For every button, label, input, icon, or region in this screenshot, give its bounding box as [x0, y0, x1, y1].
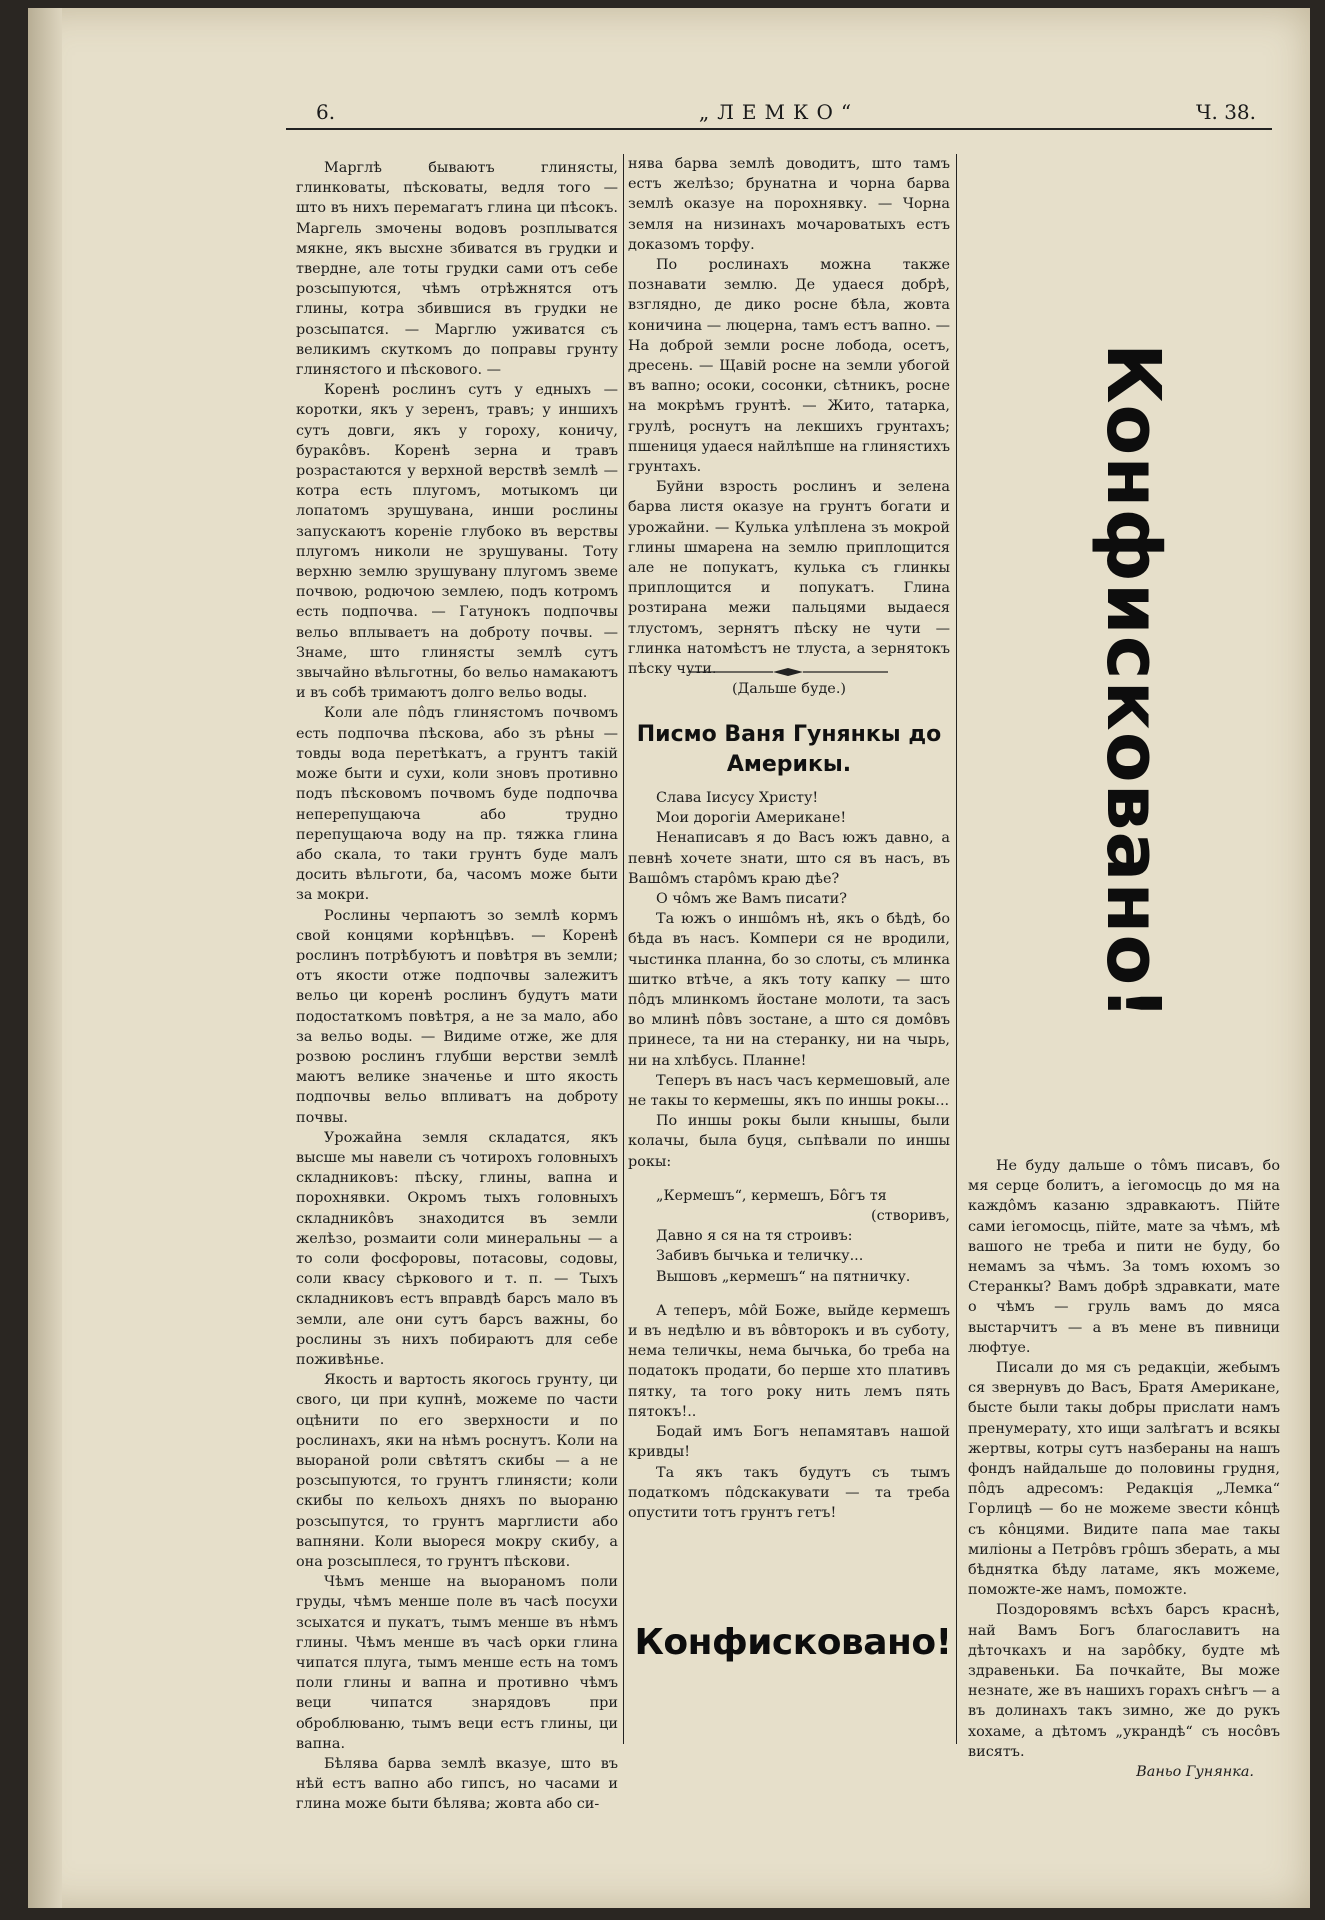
greeting-line: Мои дорогiи Американе! — [656, 810, 847, 827]
paragraph: Коли але пôдъ глинястомъ почвомъ есть подпочва пѣскова, або зъ рѣны — товды вода перетѣкатъ, а грунтъ такій може быти и сухи, коли зновъ противно подъ пѣсковомъ почвомъ буде подпочва неперепущаюча або трудно перепущаюча воду на пр. тяжка глина або скала, то таки грунтъ буде малъ досить вѣльготи, ба, часомъ може быти за мокри. — [296, 705, 618, 904]
poem-line: Забивъ бычька и теличку... — [656, 1248, 864, 1265]
paragraph: нява барва землѣ доводитъ, што тамъ естъ желѣзо; брунатна и чорна барва землѣ оказуе на порохнявку. — Чорна земля на низинахъ мочароватыхъ естъ доказомъ торфу. — [628, 156, 950, 253]
paragraph: А теперъ, мôй Боже, выйде кермешъ и въ недѣлю и въ вôвторокъ и въ суботу, нема теличкы, нема бычька, бо треба на податокъ продати, бо перше хто плативъ пятку, та того року нить лемъ пять пятокъ!.. — [628, 1302, 950, 1420]
paragraph: Поздоровямъ вcѣхъ барсъ краснѣ, най Вамъ Богъ благославитъ на дѣточкахъ и на зарôбку, будте мѣ здравеньки. Ба почкайте, Вы може незнате, же въ нашихъ горахъ снѣгъ — а въ долинахъ такъ зимно, же до рукъ хохаме, а дѣтомъ „украндѣ“ съ носôвъ висятъ. — [968, 1602, 1280, 1760]
column-two — [628, 154, 950, 699]
confiscated-stamp: Конфисковано! — [634, 1622, 952, 1663]
newspaper-title: „ЛЕМКО“ — [698, 100, 860, 124]
column-divider — [956, 154, 957, 1744]
ornament-divider — [688, 668, 888, 676]
confiscated-vertical-stamp: Конфисковано! — [1090, 343, 1176, 1022]
page-number: 6. — [316, 100, 336, 124]
paragraph: Теперъ въ насъ часъ кермешовый, але не такы то кермешы, якъ по иншы рокы... — [628, 1072, 950, 1110]
paragraph: Урожайна земля складатся, якъ высше мы навели съ чотирохъ головныхъ складниковъ: пѣску, глины, вапна и порохнявки. Окромъ тыхъ головныхъ складникôвъ знаходится въ земли желѣзо, розмаити соли минеральны — а то соли фосфоровы, потасовы, содовы, соли квасу сѣркового и т. п. — Тыхъ складниковъ естъ вправдѣ барсъ мало въ земли, але они сутъ барсъ важны, бо рослины зъ нихъ побираютъ для себе поживѣнье. — [296, 1129, 618, 1368]
paragraph: Та якъ такъ будутъ съ тымъ податкомъ пôдскакувати — та треба опустити тотъ грунтъ гетъ! — [628, 1464, 950, 1521]
paragraph: Не буду дальше о тôмъ писавъ, бо мя серце болитъ, а iегомосць до мя на каждôмъ казаню здравкаютъ. Пiйте сами iегомосць, пiйте, мате за чѣмъ, мѣ вашого не треба и пити не буду, бо немамъ за чѣмъ. За томъ юхомъ зо Стеранкы? Вамъ добрѣ здравкати, мате о чѣмъ — груль вамъ до мяса выстарчитъ — а въ мене въ пивници люфтуе. — [968, 1158, 1280, 1356]
paragraph: Коренѣ рослинъ сутъ у едныхъ — коротки, якъ у зеренъ, травъ; у иншихъ сутъ довги, якъ у гороху, коничу, буракôвъ. Коренѣ зерна и травъ розрастаются у верхной верствѣ землѣ — котра есть плугомъ, мотыкомъ ци лопатомъ зрушувана, инши рослины запускаютъ коренiе глубоко въ верствы плугомъ николи не зрушуваны. Тоту верхню землю зрушувану плугомъ звеме почвою, родючою землею, подъ котромъ есть подпочва. — Гатунокъ подпочвы вельо вплываетъ на доброту почвы. — Знаме, што глинясты землѣ сутъ звычайно вѣльготны, бо вельо намакаютъ и въ собѣ тримаютъ долго вельо воды. — [296, 382, 618, 702]
signature: Ваньо Гунянка. — [1136, 1764, 1254, 1781]
column-divider — [623, 154, 624, 1744]
continued-note: (Дальше буде.) — [731, 681, 847, 698]
paragraph: Марглѣ бываютъ глинясты, глинковаты, пѣсковаты, ведля того — што въ нихъ перемагатъ глина ци пѣсокъ. Маргель змочены водовъ розплыватся мякне, якъ высхне збиватся въ грудки и твердне, але тоты грудки сами отъ себе розсыпуются, чѣмъ отрѣжнятся отъ глины, котра збившися въ грудки не розсыпатся. — Марглю уживатся съ великимъ скуткомъ до поправы грунту глинястого и пѣскового. — — [296, 160, 618, 379]
paragraph: Та южъ о иншôмъ нѣ, якъ о бѣдѣ, бо бѣда въ насъ. Компери ся не вродили, чыстинка планна, бо зо слоты, съ млинка шитко втѣче, а якъ тоту капку — што пôдъ млинкомъ йостане молоти, та засъ во млинѣ пôвъ зостане, а што ся домôвъ принесе, та ни на стеранку, ни на чырь, ни на хлѣбусь. Планне! — [628, 911, 950, 1069]
paragraph: Чѣмъ менше на выораномъ поли груды, чѣмъ менше поле въ часѣ посухи зсыхатся и пукатъ, тымъ менше въ нѣмъ глины. Чѣмъ менше въ часѣ орки глина чипатся плуга, тымъ менше есть на томъ поли глины и вапна и противно чѣмъ веци чипатся знарядовъ при оброблюваню, тымъ веци естъ глины, ци вапна. — [296, 1574, 618, 1752]
poem-line: Вышовъ „кермешъ“ на пятничку. — [656, 1268, 911, 1285]
paragraph: По рослинахъ можна также познавати землю. Де удаеся добрѣ, взглядно, де дико росне бѣла, жовта коничина — люцерна, тамъ естъ вапно. — На доброй земли росне лобода, осетъ, дресень. — Щавій росне на земли убогой въ вапно; осоки, сосонки, сѣтникъ, росне на мокрѣмъ грунтѣ. — Жито, татарка, грулѣ, роснутъ на лекшихъ грунтахъ; пшениця удаеся найлѣпше на глинястихъ грунтахъ. — [628, 257, 950, 476]
issue-number: Ч. 38. — [1196, 100, 1256, 124]
poem-line: (створивъ, — [870, 1208, 950, 1225]
poem-line: „Кермешъ“, кермешъ, Бôгъ тя — [656, 1187, 887, 1204]
paragraph: Бодай имъ Богъ непамятавъ нашой кривды! — [628, 1424, 950, 1461]
paragraph: По иншы рокы были кнышы, были колачы, была буця, сьпѣвали по иншы рокы: — [628, 1113, 950, 1170]
paragraph: Ненаписавъ я до Васъ южъ давно, а певнѣ хочете знати, што ся въ насъ, въ Вашôмъ старôмъ краю дѣе? — [628, 830, 950, 887]
paragraph: Рослины черпаютъ зо землѣ кормъ свой концями корѣнцѣвъ. — Коренѣ рослинъ потрѣбуютъ и повѣтря въ земли; отъ якости отже подпочвы залежитъ вельо ци коренѣ рослинъ будутъ мати подостаткомъ повѣтря, а не за мало, або за вельо воды. — Видиме отже, же для розвою рослинъ глубши верстви землѣ маютъ велике значенье и што якость подпочвы вельо впливатъ на доброту почвы. — [296, 907, 618, 1126]
paragraph: Буйни взрость рослинъ и зелена барва листя оказуе на грунтъ богати и урожайни. — Кулька улѣплена зъ мокрой глины шмарена на землю приплощится але не попукатъ, кулька съ глинкы приплощится и попукатъ. Глина розтирана межи пальцями выдаеся тлустомъ, зернятъ пѣску не чути — глинка натомѣстъ не тлуста, а зернятокъ пѣску чути. — [628, 479, 950, 678]
paragraph: Якость и вартость якогось грунту, ци свого, ци при купнѣ, можеме по части оцѣнити по его зверхности и по рослинахъ, яки на нѣмъ роснутъ. Коли на выораной роли свѣтятъ скибы — а не розсыпуются, то грунтъ глинясти; коли скибы по кельохъ дняхъ по выораню розсыпутся, то грунтъ марглисти або вапняни. Коли выореся мокру скибу, а она розсыплеся, то грунтъ пѣскови. — [296, 1372, 618, 1571]
page-header — [286, 98, 1272, 130]
paragraph: Писали до мя съ редакцiи, жебымъ ся звернувъ до Васъ, Братя Американе, бысте были такы добры прислати намъ пренумерату, хто ищи залѣгатъ и всякы жертвы, котры сутъ назбераны на нашъ фондъ найдальше до половины грудня, пôдъ адресомъ: Редакцiя „Лемка“ Горлицѣ — бо не можеме звести кôнцѣ съ кôнцями. Видите папа мае такы милiоны а Петрôвъ грôшъ зберать, а мы бѣднятка бѣду латаме, якъ можеме, поможте-же намъ, поможте. — [968, 1360, 1280, 1599]
column-one — [296, 158, 618, 1815]
column-three — [968, 1156, 1280, 1782]
letter-title: Писмо Ваня Гунянкы до Америкы. — [636, 722, 942, 777]
paragraph: О чôмъ же Вамъ писати? — [656, 891, 847, 908]
letter-body — [628, 788, 950, 1523]
paragraph: Бѣлява барва землѣ вказуе, што въ нѣй естъ вапно або гипсъ, но часами и глина може быти бѣлява; жовта або си- — [296, 1756, 618, 1813]
greeting-line: Слава Iисусу Христу! — [656, 790, 819, 806]
poem-line: Давно я ся на тя строивъ: — [656, 1228, 853, 1245]
newspaper-page — [28, 8, 1310, 1908]
